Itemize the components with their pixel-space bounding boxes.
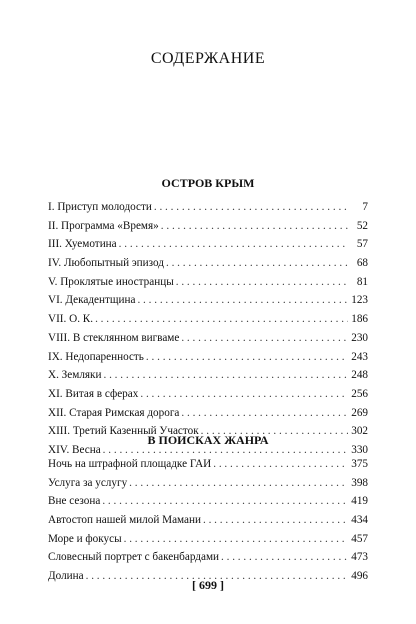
toc-entry	[48, 348, 368, 367]
toc-entry-label: Услуга за услугу	[48, 476, 128, 489]
toc-entry-label: XI. Витая в сферах	[48, 387, 139, 400]
toc-leader-dots	[124, 530, 348, 549]
toc-entry-page-number: 457	[351, 532, 368, 545]
toc-entry-page-number: 7	[362, 201, 368, 213]
toc-entry-page-number: 52	[356, 219, 368, 232]
toc-leader-dots	[181, 329, 348, 348]
toc-entry	[48, 329, 368, 348]
toc-entry	[48, 235, 368, 254]
toc-entry-label: III. Хуемотина	[48, 238, 117, 251]
toc-leader-dots	[213, 455, 348, 474]
toc-entry-label: X. Земляки	[48, 369, 102, 382]
toc-leader-dots	[161, 217, 348, 236]
toc-entry	[48, 254, 368, 273]
toc-leader-dots	[181, 404, 348, 423]
toc-list-v-poiskah-zhanra	[48, 455, 368, 586]
toc-list-ostrov-krym	[48, 198, 368, 460]
toc-leader-dots	[166, 254, 348, 273]
toc-leader-dots	[95, 310, 348, 329]
toc-entry-label: V. Проклятые иностранцы	[48, 275, 174, 288]
toc-entry	[48, 198, 368, 217]
section-title-v-poiskah-zhanra: В ПОИСКАХ ЖАНРА	[147, 433, 269, 447]
toc-entry-label: I. Приступ молодости	[48, 201, 152, 213]
toc-leader-dots	[154, 198, 348, 217]
toc-entry-page-number: 68	[356, 257, 368, 270]
toc-entry-page-number: 256	[351, 387, 368, 400]
toc-entry-label: Море и фокусы	[48, 532, 122, 545]
toc-entry-page-number: 123	[351, 294, 368, 307]
toc-entry-label: Вне сезона	[48, 495, 101, 508]
toc-entry-label: XII. Старая Римская дорога	[48, 406, 180, 419]
toc-entry-page-number: 434	[351, 514, 368, 527]
toc-leader-dots	[102, 492, 348, 511]
toc-entry-label: IV. Любопытный эпизод	[48, 257, 164, 270]
toc-leader-dots	[103, 366, 348, 385]
page-title: СОДЕРЖАНИЕ	[150, 50, 266, 67]
toc-entry-label: VII. О. К.	[48, 313, 94, 326]
toc-leader-dots	[176, 273, 348, 292]
toc-entry	[48, 474, 368, 493]
toc-entry-label: IX. Недопаренность	[48, 350, 144, 363]
toc-entry	[48, 273, 368, 292]
toc-entry	[48, 291, 368, 310]
toc-entry-page-number: 57	[356, 238, 368, 251]
toc-entry-label: Автостоп нашей милой Мамани	[48, 514, 201, 527]
toc-entry	[48, 530, 368, 549]
toc-entry-label: Долина	[48, 570, 84, 583]
toc-entry-label: XIII. Третий Казенный Участок	[48, 425, 199, 438]
toc-entry-page-number: 81	[356, 275, 368, 288]
section-title-ostrov-krym: ОСТРОВ КРЫМ	[161, 176, 255, 190]
toc-entry	[48, 404, 368, 423]
toc-entry-label: Словесный портрет с бакенбардами	[48, 551, 220, 564]
toc-entry-label: VI. Декадентщина	[48, 294, 136, 307]
toc-entry-page-number: 496	[351, 570, 368, 583]
toc-entry-label: II. Программа «Время»	[48, 219, 159, 232]
toc-entry-page-number: 375	[351, 458, 368, 470]
toc-entry	[48, 310, 368, 329]
toc-entry-page-number: 186	[351, 313, 368, 326]
toc-entry	[48, 455, 368, 474]
toc-entry	[48, 366, 368, 385]
toc-entry-page-number: 330	[351, 443, 368, 456]
toc-entry-page-number: 248	[351, 369, 368, 382]
toc-entry-page-number: 419	[351, 495, 368, 508]
toc-entry	[48, 385, 368, 404]
toc-entry-page-number: 269	[351, 406, 368, 419]
toc-entry	[48, 548, 368, 567]
toc-leader-dots	[119, 235, 348, 254]
toc-entry-label: Ночь на штрафной площадке ГАИ	[48, 458, 212, 470]
toc-entry	[48, 217, 368, 236]
page-number: [ 699 ]	[192, 578, 224, 592]
toc-leader-dots	[221, 548, 348, 567]
toc-entry-label: XIV. Весна	[48, 443, 101, 456]
toc-entry-page-number: 398	[351, 476, 368, 489]
toc-leader-dots	[140, 385, 348, 404]
toc-entry-page-number: 473	[351, 551, 368, 564]
toc-entry-page-number: 302	[351, 425, 368, 438]
toc-leader-dots	[203, 511, 348, 530]
toc-entry	[48, 511, 368, 530]
toc-entry-label: VIII. В стеклянном вигваме	[48, 331, 180, 344]
toc-entry-page-number: 243	[351, 350, 368, 363]
toc-entry	[48, 492, 368, 511]
toc-leader-dots	[129, 474, 348, 493]
toc-entry-page-number: 230	[351, 331, 368, 344]
toc-leader-dots	[146, 348, 348, 367]
toc-leader-dots	[137, 291, 348, 310]
